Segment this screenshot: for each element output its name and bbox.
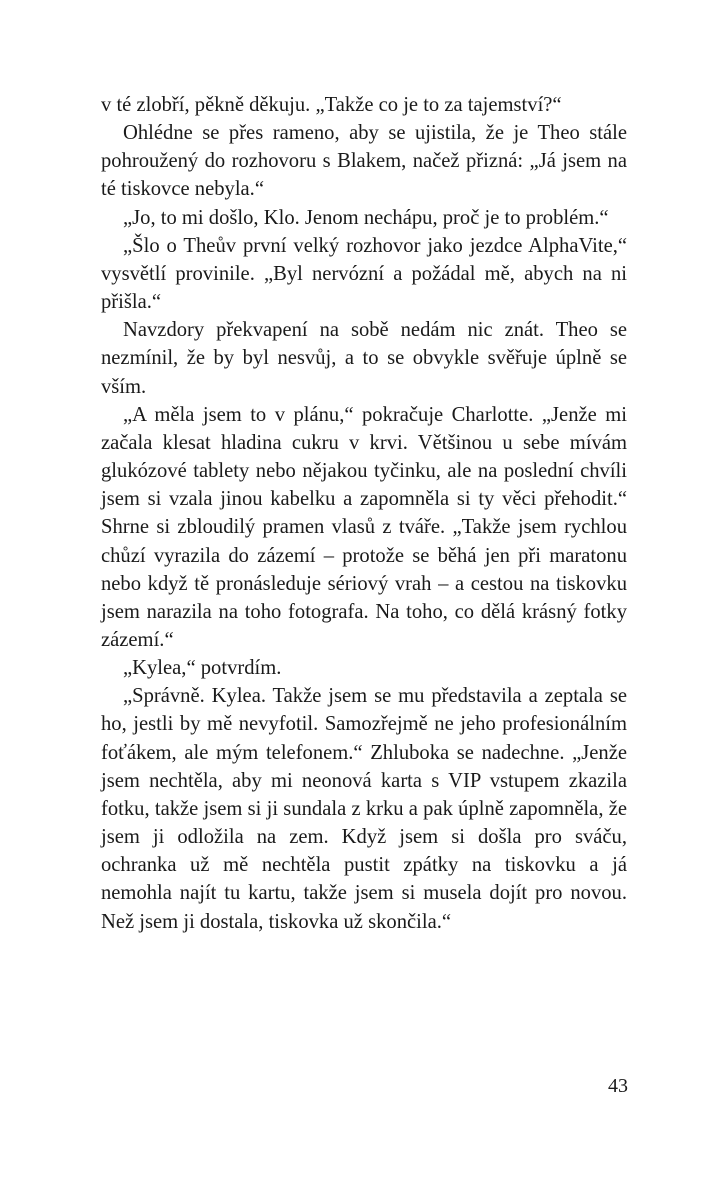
paragraph-8: „Správně. Kylea. Takže jsem se mu představila a zeptala se ho, jestli by mě nevyfotil. Samozřejmě ne jeho profesionálním foťákem, ale mým telefonem.“ Zhluboka se nadechne. „Jenže jsem nechtěla, aby mi neonová karta s VIP vstupem zkazila fotku, takže jsem si ji sundala z krku a pak úplně zapomněla, že jsem ji odložila na zem. Když jsem si došla pro sváču, ochranka už mě nechtěla pustit zpátky na tiskovku a já nemohla najít tu kartu, takže jsem si musela dojít pro novou. Než jsem ji dostala, tiskovka už skončila.“	[101, 685, 627, 933]
page-body	[101, 91, 627, 936]
paragraph-1: v té zlobří, pěkně děkuju. „Takže co je to za tajemství?“	[101, 94, 562, 116]
paragraph-3: „Jo, to mi došlo, Klo. Jenom nechápu, proč je to problém.“	[123, 206, 609, 229]
paragraph-5: Navzdory překvapení na sobě nedám nic znát. Theo se nezmínil, že by byl nesvůj, a to se obvykle svěřuje úplně se vším.	[101, 319, 627, 398]
paragraph-6: „A měla jsem to v plánu,“ pokračuje Charlotte. „Jenže mi začala klesat hladina cukru v krvi. Většinou u sebe mívám glukózové tablety nebo nějakou tyčinku, ale na poslední chvíli jsem si vzala jinou kabelku a zapomněla si ty věci přehodit.“ Shrne si zbloudilý pramen vlasů z tváře. „Takže jsem rychlou chůzí vyrazila do zázemí – protože se běhá jen při maratonu nebo když tě pronásleduje sériový vrah – a cestou na tiskovku jsem narazila na toho fotografa. Na toho, co dělá krásný fotky zázemí.“	[101, 403, 627, 651]
page-number: 43	[608, 1075, 628, 1097]
paragraph-4: „Šlo o Theův první velký rozhovor jako jezdce AlphaVite,“ vysvětlí provinile. „Byl nervózní a požádal mě, abych na ni přišla.“	[101, 234, 627, 314]
paragraph-2: Ohlédne se přes rameno, aby se ujistila, že je Theo stále pohroužený do rozhovoru s Blakem, načež přizná: „Já jsem na té tiskovce nebyla.“	[101, 122, 627, 201]
paragraph-7: „Kylea,“ potvrdím.	[123, 657, 282, 680]
